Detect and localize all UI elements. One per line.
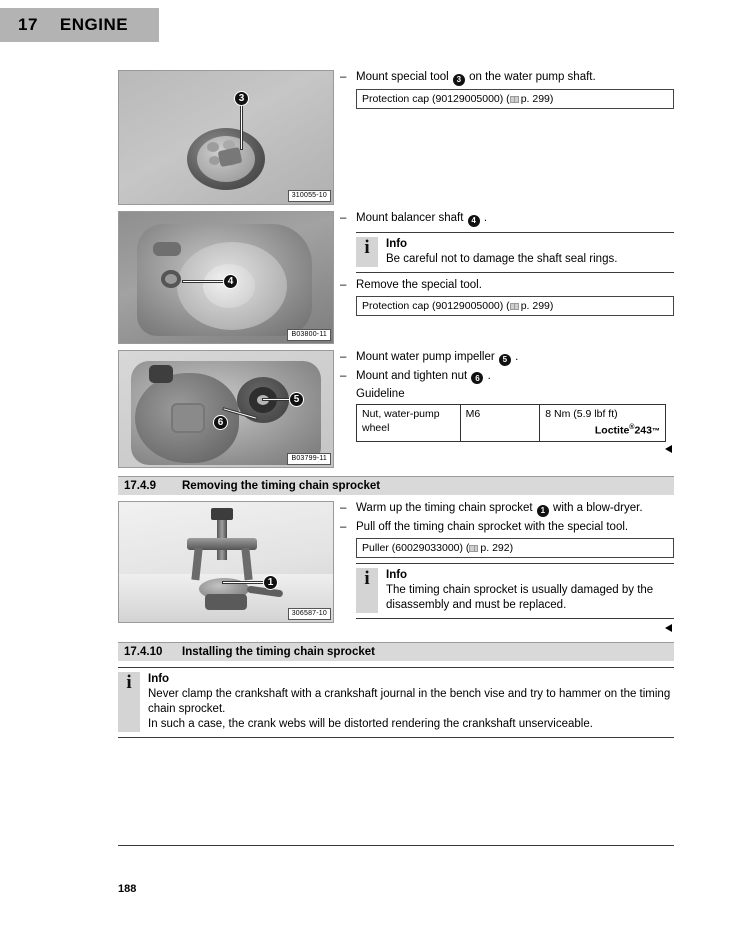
tool-page-ref: p. 299)	[520, 299, 554, 312]
book-icon	[510, 96, 519, 103]
info-box-seal-rings	[356, 232, 674, 273]
page-header	[0, 8, 159, 42]
figure-column-1	[118, 70, 334, 205]
tool-page-ref: p. 292)	[480, 541, 514, 554]
step-text	[356, 350, 674, 366]
callout-ref-4: 4	[468, 215, 480, 227]
step-dash: –	[340, 212, 347, 224]
info-text: The timing chain sprocket is usually damaged by the disassembly and must be replaced.	[386, 583, 654, 611]
step-text-before: Warm up the timing chain sprocket	[356, 502, 533, 514]
figure-sprocket-puller	[118, 501, 334, 623]
step-dash: –	[340, 502, 347, 514]
callout-ref-6: 6	[471, 372, 483, 384]
step-item	[340, 211, 674, 227]
procedure-block-4	[118, 501, 674, 632]
callout-6: 6	[213, 415, 228, 430]
tool-label: Protection cap (90129005000) (	[362, 92, 510, 105]
info-text-line-2: In such a case, the crank webs will be distorted rendering the crankshaft unserviceable.	[148, 717, 593, 730]
step-dash: –	[340, 520, 347, 533]
step-item	[340, 369, 674, 385]
callout-ref-1: 1	[537, 505, 549, 517]
section-heading-installing	[118, 642, 674, 661]
figure-column-3	[118, 350, 334, 468]
step-text-after: .	[483, 212, 488, 224]
info-title: Info	[386, 568, 408, 581]
step-text-before: Mount and tighten nut	[356, 369, 468, 382]
step-text-after: on the water pump shaft.	[469, 71, 596, 83]
figure-balancer-shaft	[118, 211, 334, 344]
step-text-after: with a blow-dryer.	[553, 502, 643, 514]
section-heading-removing	[118, 476, 674, 495]
step-text	[356, 369, 674, 385]
callout-3: 3	[234, 91, 249, 106]
special-tool-box-protection-cap-2[interactable]	[356, 296, 674, 316]
info-icon: i	[356, 568, 378, 613]
figure-water-pump-impeller	[118, 350, 334, 468]
tool-label: Puller (60029033000) (	[362, 541, 470, 554]
step-item	[340, 501, 674, 517]
info-icon: i	[356, 237, 378, 267]
cell-torque	[540, 405, 666, 442]
text-column-2	[340, 211, 674, 344]
info-text-line-1: Never clamp the crankshaft with a crankshaft journal in the bench vise and try to hammer on the timing chain sprocket.	[148, 687, 671, 715]
section-number: 17.4.9	[124, 480, 156, 492]
figure-water-pump-gear	[118, 70, 334, 205]
step-item	[340, 278, 674, 293]
special-tool-box-protection-cap[interactable]	[356, 89, 674, 109]
step-text	[356, 211, 674, 227]
loctite-brand: Loctite	[594, 424, 630, 437]
step-text: Remove the special tool.	[356, 278, 482, 291]
step-item	[340, 70, 674, 86]
info-box-crankshaft-warning	[118, 667, 674, 738]
guideline-label: Guideline	[356, 388, 405, 400]
info-title: Info	[148, 672, 170, 685]
info-box-sprocket-damage	[356, 563, 674, 619]
table-row	[357, 405, 666, 442]
figure-caption-1: 310055-10	[288, 190, 331, 202]
callout-ref-5: 5	[499, 354, 511, 366]
figure-column-2	[118, 211, 334, 344]
loctite-grade: 243	[634, 424, 652, 437]
loctite-note	[545, 421, 660, 439]
step-dash: –	[340, 278, 347, 291]
special-tool-box-puller[interactable]	[356, 538, 674, 558]
callout-1: 1	[263, 575, 278, 590]
guideline-table	[356, 404, 666, 442]
cell-fastener-name: Nut, water-pump wheel	[357, 405, 461, 442]
leader-line-4	[183, 281, 227, 282]
step-text-before: Mount water pump impeller	[356, 351, 495, 363]
section-title: Removing the timing chain sprocket	[182, 480, 381, 492]
page-content	[118, 70, 674, 743]
text-column-4	[340, 501, 674, 632]
step-dash: –	[340, 71, 347, 83]
book-icon	[510, 303, 519, 310]
figure-caption-2: B03800-11	[287, 329, 331, 341]
callout-5: 5	[289, 392, 304, 407]
figure-column-4	[118, 501, 334, 632]
tool-label: Protection cap (90129005000) (	[362, 299, 510, 312]
leader-line-1	[223, 582, 267, 583]
chapter-title: ENGINE	[59, 15, 129, 34]
step-text: Pull off the timing chain sprocket with the special tool.	[356, 520, 629, 533]
text-column-1	[340, 70, 674, 205]
info-text: Be careful not to damage the shaft seal rings.	[386, 252, 618, 265]
torque-value: 8 Nm (5.9 lbf ft)	[545, 408, 618, 420]
step-text-after: .	[515, 351, 519, 363]
text-column-3	[340, 350, 674, 468]
callout-4: 4	[223, 274, 238, 289]
trademark-icon: ™	[652, 426, 660, 436]
figure-caption-4: 306587-10	[288, 608, 331, 620]
procedure-block-3	[118, 350, 674, 468]
cell-thread-size: M6	[460, 405, 540, 442]
procedure-block-2	[118, 211, 674, 344]
chapter-number: 17	[18, 15, 38, 34]
step-text-before: Mount special tool	[356, 71, 449, 83]
page-number: 188	[118, 883, 137, 895]
callout-ref-3: 3	[453, 74, 465, 86]
step-text-before: Mount balancer shaft	[356, 212, 464, 224]
info-title: Info	[386, 237, 408, 250]
tool-page-ref: p. 299)	[520, 92, 554, 105]
step-item	[340, 520, 674, 535]
leader-line-3	[241, 101, 242, 149]
step-item	[340, 350, 674, 366]
step-text-after: .	[487, 369, 491, 382]
section-number: 17.4.10	[124, 645, 163, 658]
end-of-procedure-marker	[665, 624, 672, 632]
procedure-block-1	[118, 70, 674, 205]
end-of-procedure-marker	[665, 445, 672, 453]
footer-divider	[118, 845, 674, 846]
registered-icon: ®	[629, 424, 635, 431]
book-icon	[469, 545, 478, 552]
section-title: Installing the timing chain sprocket	[182, 645, 375, 658]
step-dash: –	[340, 369, 347, 382]
step-text	[356, 501, 674, 517]
step-dash: –	[340, 351, 347, 363]
info-icon: i	[118, 672, 140, 732]
step-text	[356, 70, 674, 86]
figure-caption-3: B03799-11	[287, 453, 331, 465]
